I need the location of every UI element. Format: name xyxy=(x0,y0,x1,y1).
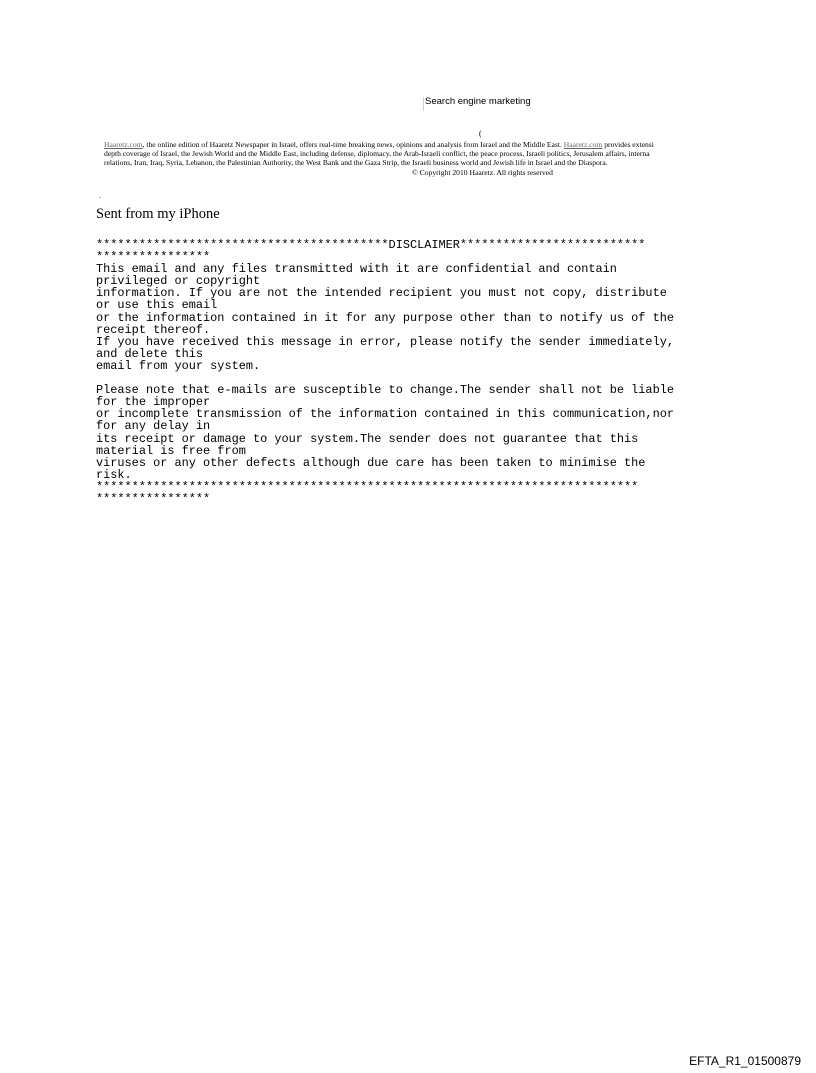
document-id: EFTA_R1_01500879 xyxy=(689,1054,801,1068)
footer-line-3: relations, Iran, Iraq, Syria, Lebanon, the Palestinian Authority, the West Bank and the Gaza Strip, the Israeli business world and Jewish life in Israel and the Diaspora. xyxy=(104,158,608,168)
search-link-marker xyxy=(423,97,424,111)
stray-dot: . xyxy=(99,192,101,200)
disclaimer-text: *****************************************DISCLAIMER************************** **************** This email and any files transmitted with it are confidential and contain privileged or copyright information. If you are not the intended recipient you must not copy, distribute or use this email or the information contained in it for any purpose other than to notify us of the receipt thereof. If you have received this message in error, please notify the sender immediately, and delete this email from your system. Please note that e-mails are susceptible to change.The sender shall not be liable for the improper or incomplete transmission of the information contained in this communication,nor for any delay in its receipt or damage to your system.The sender does not guarantee that this material is free from viruses or any other defects although due care has been taken to minimise the risk. **************************************************************************** **************** xyxy=(96,238,674,506)
footer-line-1-text-a: , the online edition of Haaretz Newspaper in Israel, offers real-time breaking news, opinions and analysis from Israel and the Middle East. xyxy=(142,140,564,149)
haaretz-link-1[interactable]: Haaretz.com xyxy=(104,140,143,149)
haaretz-link-2[interactable]: Haaretz.com xyxy=(563,140,603,149)
footer-line-2: depth coverage of Israel, the Jewish World and the Middle East, including defense, diplomacy, the Arab-Israeli conflict, the peace process, Israeli politics, Jerusalem affairs, interna xyxy=(104,149,650,159)
footer-line-1 xyxy=(104,140,816,149)
search-engine-marketing-link[interactable]: Search engine marketing xyxy=(425,96,531,107)
email-signature: Sent from my iPhone xyxy=(96,206,220,222)
copyright-notice: © Copyright 2010 Haaretz. All rights reserved xyxy=(412,167,553,177)
stray-parenthesis: ( xyxy=(479,129,482,138)
haaretz-footer xyxy=(104,140,816,177)
footer-line-1-text-b: provides extensi xyxy=(602,140,654,149)
